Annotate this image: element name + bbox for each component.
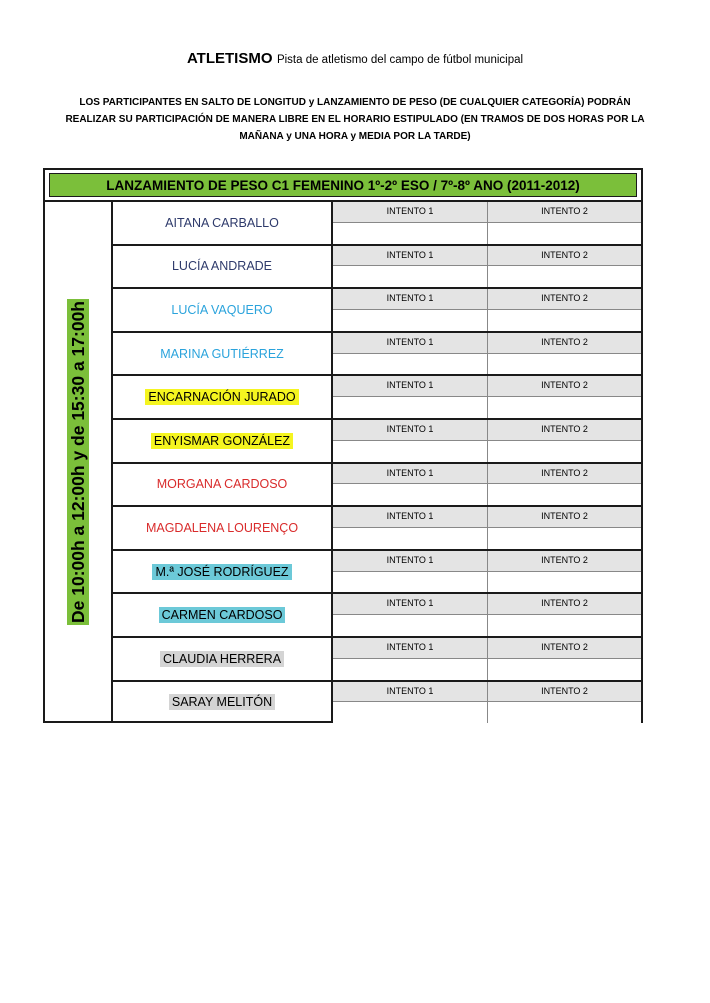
- attempts-grid: [333, 682, 641, 724]
- attempt-1-label: INTENTO 1: [333, 638, 488, 659]
- table-row: [113, 244, 641, 288]
- attempt-1-label: INTENTO 1: [333, 507, 488, 528]
- participant-name: LUCÍA VAQUERO: [171, 302, 273, 317]
- attempt-2-label: INTENTO 2: [488, 594, 641, 615]
- name-cell: [113, 638, 333, 680]
- title-sub: Pista de atletismo del campo de fútbol municipal: [276, 54, 524, 66]
- attempt-1-label: INTENTO 1: [333, 420, 488, 441]
- attempt-2-result[interactable]: [488, 528, 641, 549]
- attempt-1-label: INTENTO 1: [333, 246, 488, 267]
- attempt-2-result[interactable]: [488, 266, 641, 287]
- attempt-2-label: INTENTO 2: [488, 507, 641, 528]
- participant-name: ENYISMAR GONZÁLEZ: [151, 433, 293, 449]
- notice-line: REALIZAR SU PARTICIPACIÓN DE MANERA LIBRE EN EL HORARIO ESTIPULADO (EN TRAMOS DE DOS HORAS POR LA: [65, 114, 645, 125]
- attempt-2-label: INTENTO 2: [488, 289, 641, 310]
- attempt-1-label: INTENTO 1: [333, 464, 488, 485]
- name-cell: [113, 551, 333, 593]
- attempt-2-label: INTENTO 2: [488, 420, 641, 441]
- attempt-2-label: INTENTO 2: [488, 376, 641, 397]
- attempt-1-result[interactable]: [333, 310, 488, 331]
- name-cell: [113, 333, 333, 375]
- attempt-1-result[interactable]: [333, 441, 488, 462]
- attempt-1-label: INTENTO 1: [333, 551, 488, 572]
- attempt-1-result[interactable]: [333, 615, 488, 636]
- table-row: [113, 592, 641, 636]
- attempt-1-result[interactable]: [333, 528, 488, 549]
- name-cell: [113, 420, 333, 462]
- name-cell: [113, 464, 333, 506]
- attempt-2-result[interactable]: [488, 310, 641, 331]
- attempts-grid: [333, 376, 641, 418]
- name-cell: [113, 376, 333, 418]
- participant-name: ENCARNACIÓN JURADO: [145, 389, 298, 405]
- attempt-1-result[interactable]: [333, 572, 488, 593]
- attempt-1-label: INTENTO 1: [333, 289, 488, 310]
- attempt-2-result[interactable]: [488, 397, 641, 418]
- attempt-2-result[interactable]: [488, 659, 641, 680]
- notice-line: MAÑANA y UNA HORA y MEDIA POR LA TARDE): [239, 131, 471, 142]
- attempt-2-label: INTENTO 2: [488, 464, 641, 485]
- attempts-grid: [333, 464, 641, 506]
- attempts-grid: [333, 638, 641, 680]
- participant-name: MAGDALENA LOURENÇO: [145, 520, 299, 535]
- table-row: [113, 418, 641, 462]
- participant-name: SARAY MELITÓN: [169, 694, 275, 710]
- attempt-1-label: INTENTO 1: [333, 682, 488, 703]
- results-table: [43, 168, 643, 723]
- attempts-grid: [333, 551, 641, 593]
- notice-text: [40, 94, 670, 145]
- attempt-1-label: INTENTO 1: [333, 594, 488, 615]
- attempts-grid: [333, 507, 641, 549]
- attempt-2-label: INTENTO 2: [488, 638, 641, 659]
- participant-name: LUCÍA ANDRADE: [171, 259, 273, 274]
- notice-line: LOS PARTICIPANTES EN SALTO DE LONGITUD y LANZAMIENTO DE PESO (DE CUALQUIER CATEGORÍA) PODRÁN: [79, 97, 631, 108]
- table-row: [113, 200, 641, 244]
- attempt-2-result[interactable]: [488, 484, 641, 505]
- participant-rows: [113, 200, 641, 723]
- table-row: [113, 462, 641, 506]
- table-row: [113, 680, 641, 724]
- attempt-1-result[interactable]: [333, 223, 488, 244]
- name-cell: [113, 202, 333, 244]
- attempt-2-result[interactable]: [488, 354, 641, 375]
- attempt-1-result[interactable]: [333, 354, 488, 375]
- attempt-1-result[interactable]: [333, 484, 488, 505]
- attempt-2-label: INTENTO 2: [488, 246, 641, 267]
- title-main: ATLETISMO: [186, 50, 273, 67]
- attempt-2-result[interactable]: [488, 223, 641, 244]
- participant-name: M.ª JOSÉ RODRÍGUEZ: [152, 564, 291, 580]
- attempts-grid: [333, 333, 641, 375]
- participant-name: CARMEN CARDOSO: [159, 607, 286, 623]
- attempt-1-label: INTENTO 1: [333, 333, 488, 354]
- name-cell: [113, 289, 333, 331]
- attempt-1-result[interactable]: [333, 397, 488, 418]
- attempt-2-label: INTENTO 2: [488, 551, 641, 572]
- page-title: [0, 50, 710, 68]
- table-row: [113, 287, 641, 331]
- participant-name: CLAUDIA HERRERA: [160, 651, 284, 667]
- attempts-grid: [333, 202, 641, 244]
- attempts-grid: [333, 246, 641, 288]
- attempt-2-label: INTENTO 2: [488, 202, 641, 223]
- attempt-2-result[interactable]: [488, 615, 641, 636]
- attempt-1-result[interactable]: [333, 266, 488, 287]
- name-cell: [113, 507, 333, 549]
- attempt-1-result[interactable]: [333, 702, 488, 723]
- attempt-2-label: INTENTO 2: [488, 333, 641, 354]
- attempts-grid: [333, 420, 641, 462]
- name-cell: [113, 246, 333, 288]
- table-row: [113, 374, 641, 418]
- participant-name: AITANA CARBALLO: [165, 215, 279, 230]
- attempt-2-result[interactable]: [488, 702, 641, 723]
- table-row: [113, 549, 641, 593]
- attempt-2-label: INTENTO 2: [488, 682, 641, 703]
- table-row: [113, 636, 641, 680]
- name-cell: [113, 594, 333, 636]
- attempt-1-label: INTENTO 1: [333, 202, 488, 223]
- table-row: [113, 505, 641, 549]
- participant-name: MORGANA CARDOSO: [156, 477, 288, 492]
- name-cell: [113, 682, 333, 724]
- attempt-1-label: INTENTO 1: [333, 376, 488, 397]
- time-column: [45, 200, 113, 721]
- attempt-2-result[interactable]: [488, 572, 641, 593]
- attempts-grid: [333, 289, 641, 331]
- attempt-2-result[interactable]: [488, 441, 641, 462]
- attempts-grid: [333, 594, 641, 636]
- participant-name: MARINA GUTIÉRREZ: [160, 346, 284, 361]
- table-row: [113, 331, 641, 375]
- table-header: LANZAMIENTO DE PESO C1 FEMENINO 1º-2º ESO / 7º-8º ANO (2011-2012): [49, 173, 637, 197]
- attempt-1-result[interactable]: [333, 659, 488, 680]
- time-label: De 10:00h a 12:00h y de 15:30 a 17:00h: [68, 301, 88, 623]
